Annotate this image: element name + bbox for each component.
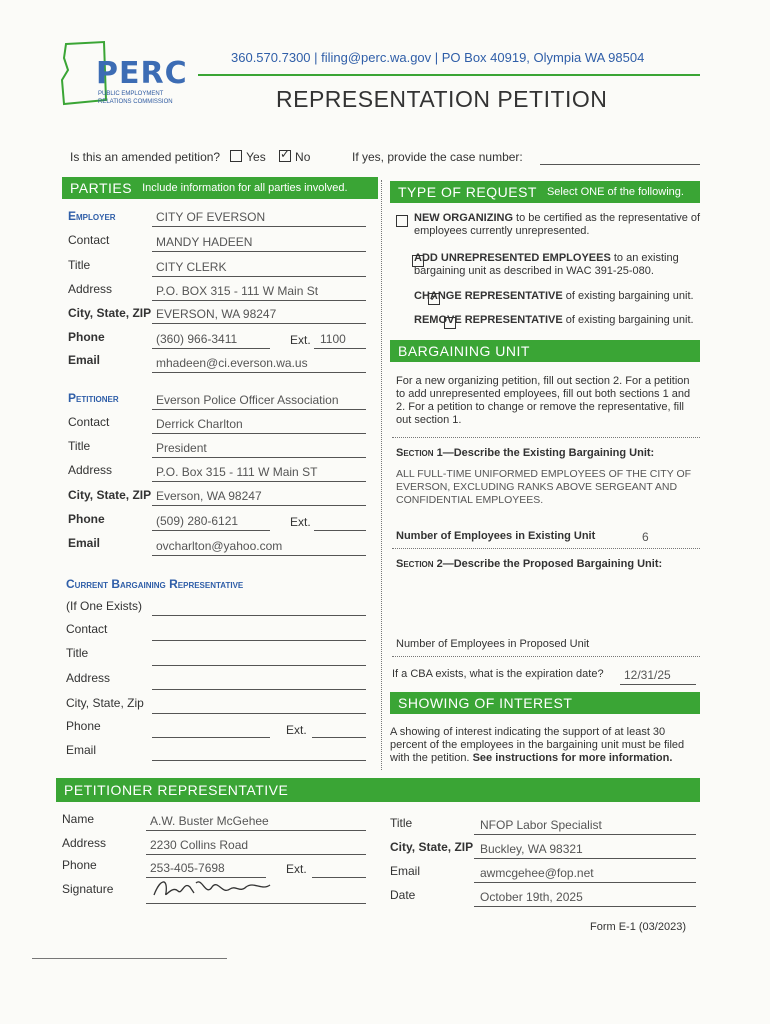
petitioner-email-label: Email — [68, 536, 101, 550]
request-option-1 — [414, 212, 704, 238]
employer-city-label: City, State, ZIP — [68, 306, 152, 320]
case-number-prompt: If yes, provide the case number: — [352, 150, 523, 164]
current-rep-heading: Current Bargaining Representative — [66, 577, 244, 591]
request-option-1-checkbox[interactable] — [396, 215, 408, 227]
proposed-count-field[interactable] — [392, 656, 700, 657]
petrep-name-label: Name — [62, 812, 95, 826]
employer-contact[interactable]: MANDY HADEEN — [156, 235, 253, 249]
current-rep-phone-field[interactable] — [152, 737, 270, 738]
employer-name[interactable]: CITY OF EVERSON — [156, 210, 266, 224]
employer-title-label: Title — [68, 258, 91, 272]
petrep-title-label: Title — [390, 816, 413, 830]
employer-title[interactable]: CITY CLERK — [156, 260, 227, 274]
petitioner-contact-label: Contact — [68, 415, 110, 429]
parties-banner-title: PARTIES — [70, 180, 133, 196]
interest-text-normal: A showing of interest indicating the support of at least 30 percent of the employees in the bargaining unit must be filed with the petition. — [390, 726, 685, 764]
current-rep-contact-field[interactable] — [152, 640, 366, 641]
petrep-city-label: City, State, ZIP — [390, 840, 474, 854]
request-banner-note: Select ONE of the following. — [546, 186, 684, 198]
petitioner-phone-label: Phone — [68, 512, 105, 526]
petrep-date[interactable]: October 19th, 2025 — [480, 890, 583, 904]
case-number-field[interactable] — [540, 164, 700, 165]
parties-banner — [62, 177, 378, 199]
current-rep-ext-field[interactable] — [312, 737, 366, 738]
request-option-4 — [414, 314, 704, 327]
current-rep-contact-label: Contact — [66, 622, 108, 636]
current-rep-sub: (If One Exists) — [66, 599, 143, 613]
section1-rest: —Describe the Existing Bargaining Unit: — [442, 447, 655, 459]
bottom-rule — [32, 958, 227, 959]
petrep-banner — [56, 778, 700, 802]
petitioner-name[interactable]: Everson Police Officer Association — [156, 393, 339, 407]
employer-phone[interactable]: (360) 966-3411 — [156, 332, 238, 346]
petitioner-heading: Petitioner — [68, 391, 119, 405]
petrep-email-label: Email — [390, 864, 421, 878]
employer-address-label: Address — [68, 282, 113, 296]
amended-yes-checkbox[interactable] — [230, 150, 242, 162]
current-rep-ext-label: Ext. — [286, 723, 307, 737]
page-title: REPRESENTATION PETITION — [276, 86, 608, 112]
current-rep-phone-label: Phone — [66, 719, 101, 733]
existing-count-label: Number of Employees in Existing Unit — [396, 530, 596, 542]
petitioner-city[interactable]: Everson, WA 98247 — [156, 489, 262, 503]
petrep-title[interactable]: NFOP Labor Specialist — [480, 818, 602, 832]
request-option-4-desc: of existing bargaining unit. — [562, 314, 694, 326]
petitioner-title-label: Title — [68, 439, 91, 453]
petitioner-ext-label: Ext. — [290, 515, 311, 529]
petrep-banner-title: PETITIONER REPRESENTATIVE — [64, 782, 289, 798]
existing-count[interactable]: 6 — [642, 530, 649, 544]
request-banner — [390, 181, 700, 203]
request-option-2 — [414, 252, 704, 278]
request-option-1-title: NEW ORGANIZING — [414, 212, 513, 224]
petitioner-address-label: Address — [68, 463, 113, 477]
signature-image — [150, 873, 276, 903]
request-option-2-title: ADD UNREPRESENTED EMPLOYEES — [414, 252, 611, 264]
petrep-ext[interactable] — [312, 877, 366, 878]
perc-logo: PERC — [96, 56, 188, 91]
current-rep-address-label: Address — [66, 671, 111, 685]
petrep-address-label: Address — [62, 836, 107, 850]
employer-ext[interactable]: 1100 — [320, 332, 346, 346]
perc-logo-subtitle: PUBLIC EMPLOYMENT RELATIONS COMMISSION — [98, 91, 173, 105]
request-option-4-title: REMOVE REPRESENTATIVE — [414, 314, 563, 326]
current-rep-city-field[interactable] — [152, 713, 366, 714]
employer-email[interactable]: mhadeen@ci.everson.wa.us — [156, 356, 308, 370]
amended-yes-label: Yes — [246, 150, 266, 164]
employer-heading: Employer — [68, 209, 116, 223]
request-banner-title: TYPE OF REQUEST — [398, 184, 537, 200]
petrep-email[interactable]: awmcgehee@fop.net — [480, 866, 594, 880]
parties-banner-note: Include information for all parties involved. — [142, 182, 348, 194]
petitioner-phone[interactable]: (509) 280-6121 — [156, 514, 239, 528]
petrep-signature-label: Signature — [62, 882, 114, 896]
unit-instructions: For a new organizing petition, fill out section 2. For a petition to add unrepresented employees, fill out both sections 1 and 2. For a petition to change or remove the representative, fill out section 1. — [396, 375, 691, 426]
employer-phone-label: Phone — [68, 330, 105, 344]
employer-city[interactable]: EVERSON, WA 98247 — [156, 307, 277, 321]
column-divider — [381, 180, 382, 770]
unit-banner-title: BARGAINING UNIT — [398, 343, 530, 359]
petrep-address[interactable]: 2230 Collins Road — [150, 838, 249, 852]
section1-description[interactable]: ALL FULL-TIME UNIFORMED EMPLOYEES OF THE CITY OF EVERSON, EXCLUDING RANKS ABOVE SERGEANT AND CONFIDENTIAL EMPLOYEES. — [396, 468, 692, 506]
request-option-3 — [414, 290, 704, 303]
current-rep-title-field[interactable] — [152, 665, 366, 666]
employer-contact-label: Contact — [68, 233, 110, 247]
petrep-phone[interactable]: 253-405-7698 — [150, 861, 225, 875]
form-id: Form E-1 (03/2023) — [590, 921, 686, 933]
request-option-2-desc: to an existing bargaining unit as described in WAC 391-25-080. — [414, 252, 679, 277]
amended-question — [70, 150, 310, 164]
cba-label: If a CBA exists, what is the expiration date? — [392, 668, 604, 680]
amended-no-checkbox[interactable] — [279, 150, 291, 162]
current-rep-city-label: City, State, Zip — [66, 696, 144, 710]
petitioner-contact[interactable]: Derrick Charlton — [156, 417, 243, 431]
section1-label: Section 1 — [396, 447, 443, 459]
interest-banner — [390, 692, 700, 714]
section2-label: Section 2 — [396, 558, 443, 570]
request-option-3-desc: of existing bargaining unit. — [562, 290, 694, 302]
current-rep-email-field[interactable] — [152, 760, 366, 761]
petrep-name[interactable]: A.W. Buster McGehee — [150, 814, 269, 828]
employer-address[interactable]: P.O. BOX 315 - 111 W Main St — [156, 284, 319, 298]
petrep-date-label: Date — [390, 888, 416, 902]
current-rep-email-label: Email — [66, 743, 97, 757]
request-option-3-title: CHANGE REPRESENTATIVE — [414, 290, 563, 302]
petrep-phone-label: Phone — [62, 858, 97, 872]
amended-no-label: No — [295, 150, 311, 164]
current-rep-address-field[interactable] — [152, 689, 366, 690]
interest-banner-title: SHOWING OF INTEREST — [398, 695, 573, 711]
cba-date[interactable]: 12/31/25 — [624, 668, 671, 682]
petitioner-title[interactable]: President — [156, 441, 207, 455]
employer-ext-label: Ext. — [290, 333, 311, 347]
unit-banner — [390, 340, 700, 362]
request-option-1-desc: to be certified as the representative of employees currently unrepresented. — [414, 212, 701, 237]
current-rep-name-field[interactable] — [152, 615, 366, 616]
header-rule — [198, 74, 700, 76]
petitioner-ext[interactable] — [314, 530, 366, 531]
petitioner-city-label: City, State, ZIP — [68, 488, 152, 502]
petitioner-address[interactable]: P.O. Box 315 - 111 W Main ST — [156, 465, 318, 479]
petitioner-email[interactable]: ovcharlton@yahoo.com — [156, 539, 283, 553]
contact-line: 360.570.7300 | filing@perc.wa.gov | PO Box 40919, Olympia WA 98504 — [231, 50, 645, 65]
current-rep-title-label: Title — [66, 646, 89, 660]
interest-text-bold: See instructions for more information. — [472, 752, 673, 764]
section1-heading — [396, 447, 654, 460]
petrep-city[interactable]: Buckley, WA 98321 — [480, 842, 583, 856]
petrep-ext-label: Ext. — [286, 862, 307, 876]
interest-text — [390, 726, 690, 765]
section2-heading — [396, 558, 662, 571]
proposed-count-label: Number of Employees in Proposed Unit — [396, 638, 590, 650]
section2-rest: —Describe the Proposed Bargaining Unit: — [442, 558, 663, 570]
amended-question-label: Is this an amended petition? — [70, 150, 221, 164]
employer-email-label: Email — [68, 353, 101, 367]
